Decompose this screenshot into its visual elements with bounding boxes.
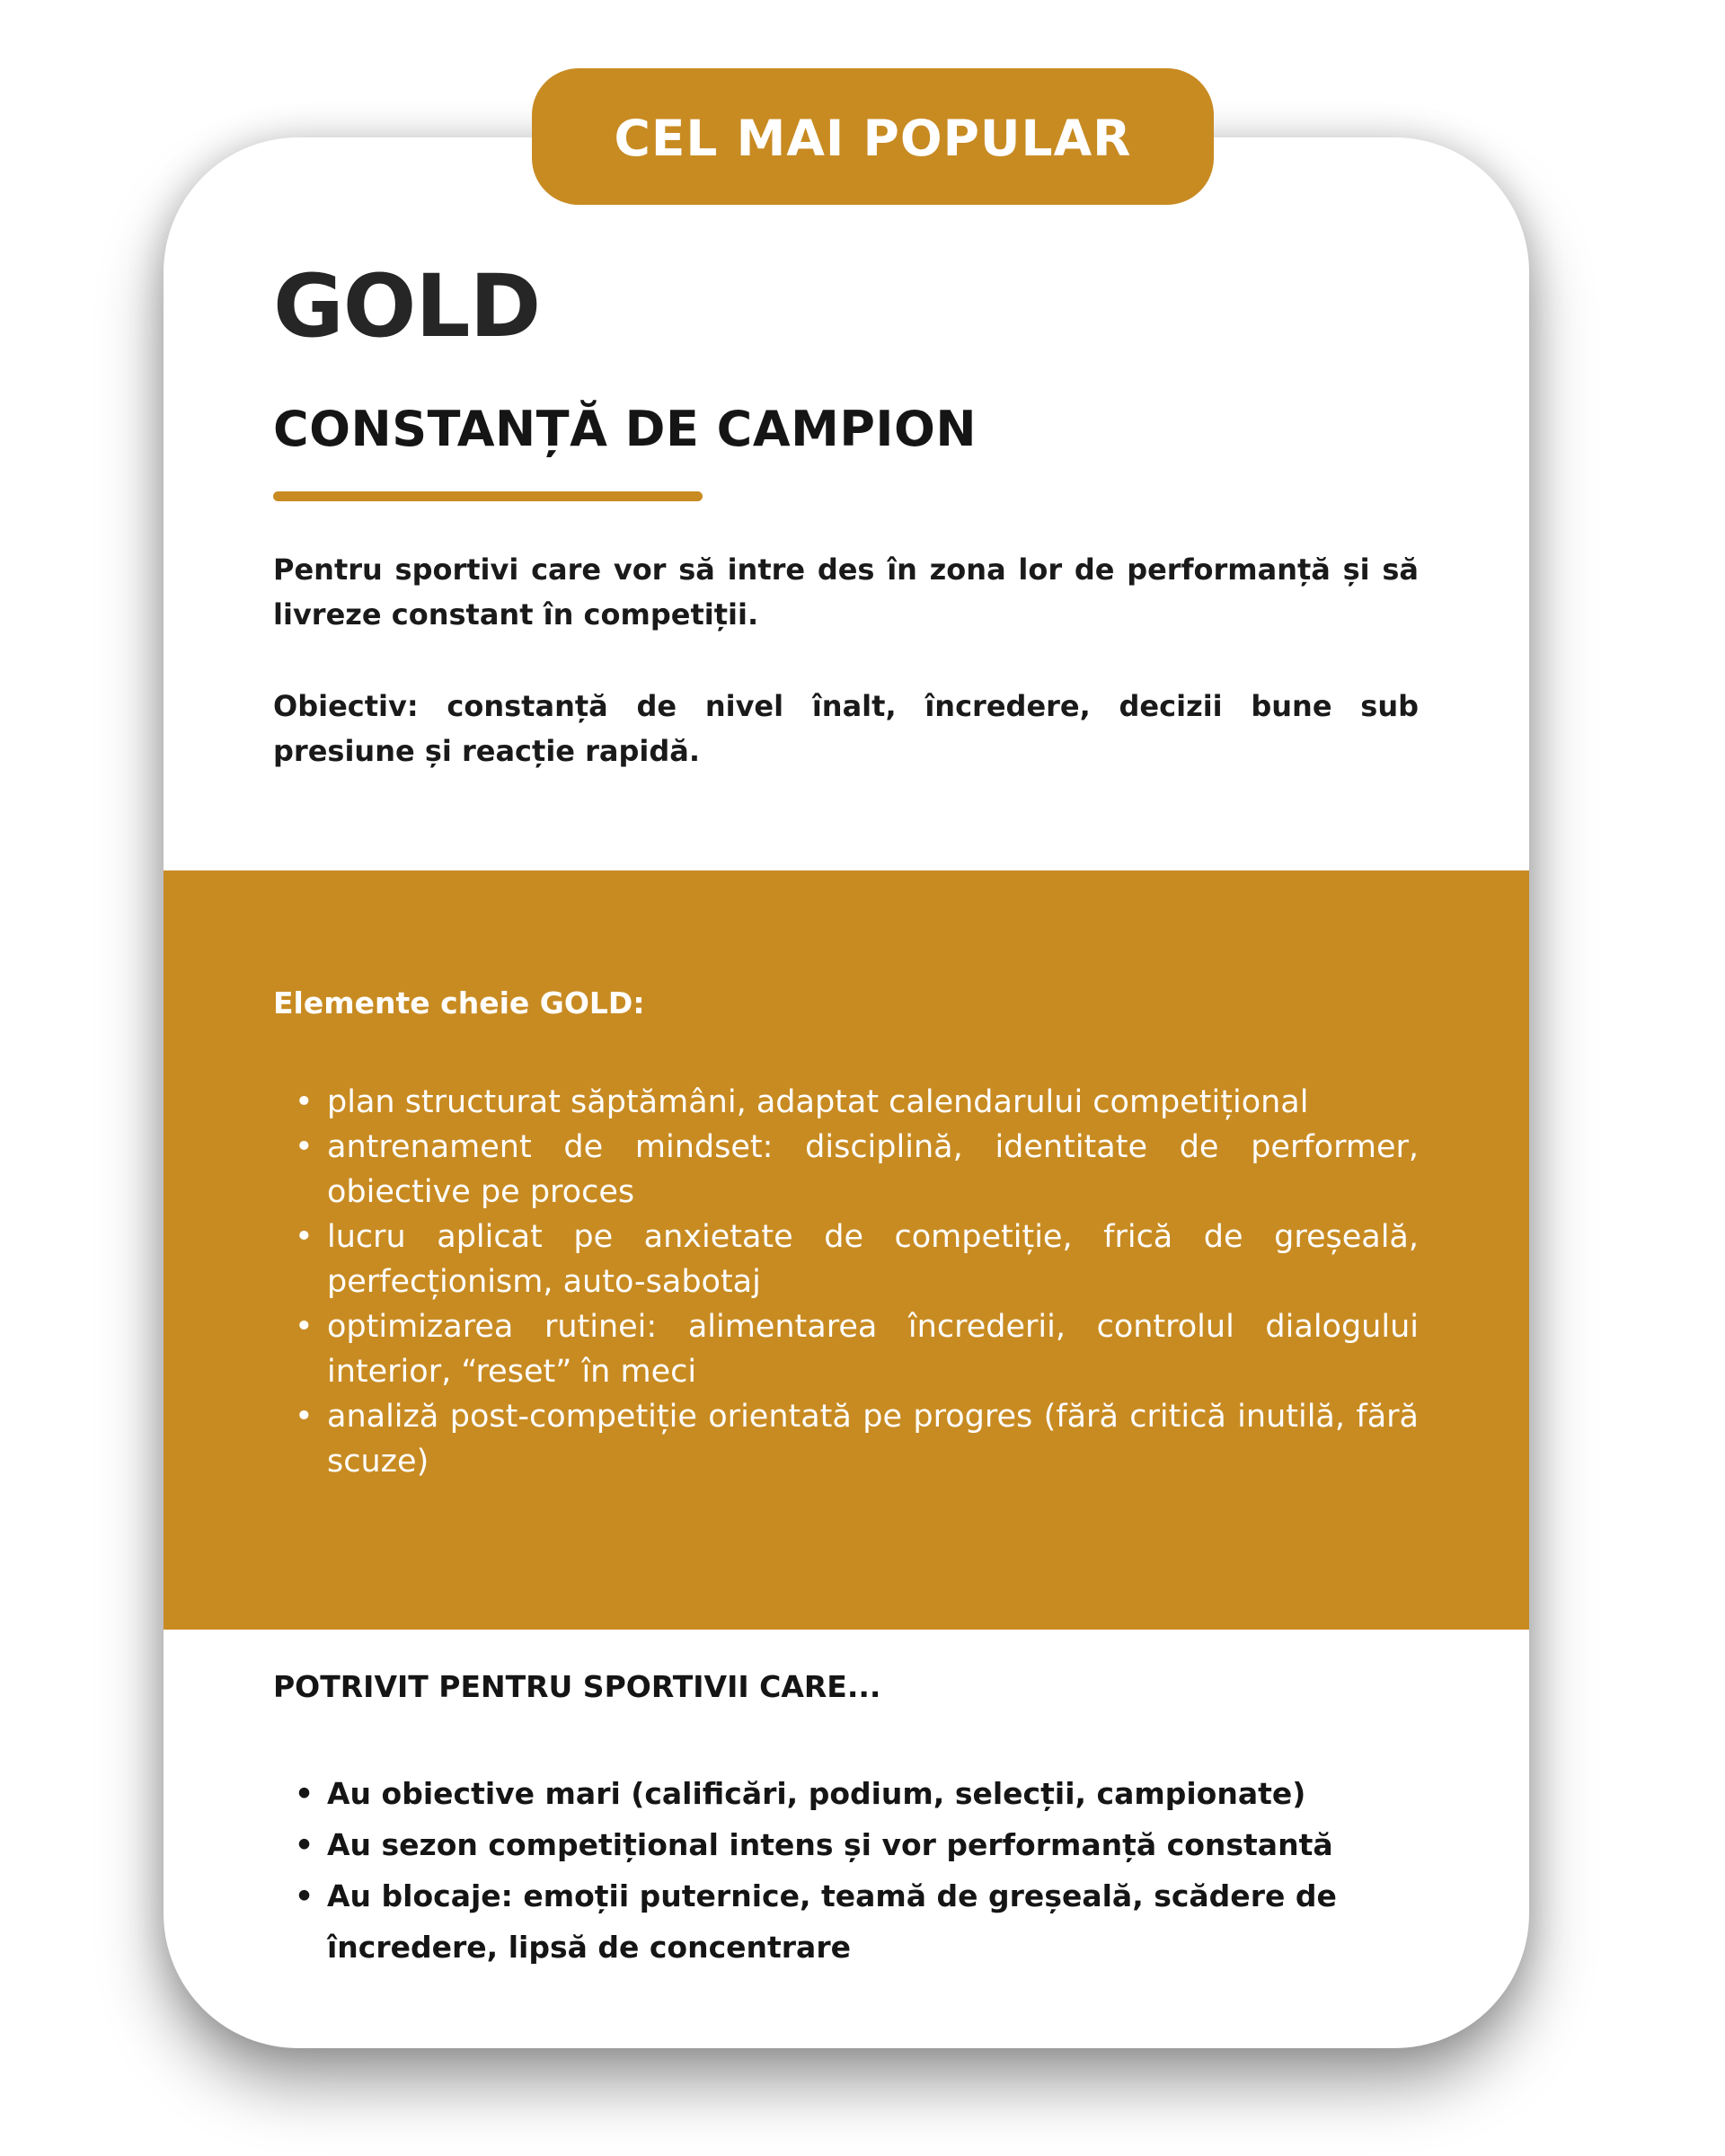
- most-popular-badge: CEL MAI POPULAR: [532, 68, 1214, 205]
- plan-card: [164, 137, 1529, 2048]
- plan-title: GOLD: [273, 256, 541, 357]
- plan-intro: Pentru sportivi care vor să intre des în zona lor de performanță și să livreze constant în competiții.: [273, 552, 1419, 632]
- suited-for-item: • Au sezon competițional intens și vor performanță constantă: [273, 1819, 1419, 1870]
- suited-for-item: • Au obiective mari (calificări, podium, selecții, campionate): [273, 1768, 1419, 1819]
- key-element-item: • analiză post-competiție orientată pe progres (fără critică inutilă, fără scuze): [273, 1394, 1419, 1484]
- key-element-item: • lucru aplicat pe anxietate de competiție, frică de greșeală, perfecționism, auto-sabotaj: [273, 1215, 1419, 1304]
- key-elements-list: [273, 1080, 1419, 1484]
- suited-for-list: [273, 1768, 1419, 1973]
- suited-for-heading: POTRIVIT PENTRU SPORTIVII CARE...: [273, 1669, 881, 1704]
- accent-divider: [273, 491, 703, 501]
- plan-objective: Obiectiv: constanță de nivel înalt, încredere, decizii bune sub presiune și reacție rapidă.: [273, 689, 1419, 768]
- key-element-item: • antrenament de mindset: disciplină, identitate de performer, obiective pe proces: [273, 1125, 1419, 1215]
- key-element-item: • optimizarea rutinei: alimentarea încrederii, controlul dialogului interior, “reset” în meci: [273, 1304, 1419, 1394]
- plan-subtitle: CONSTANȚĂ DE CAMPION: [273, 401, 978, 457]
- key-element-item: • plan structurat săptămâni, adaptat calendarului competițional: [273, 1080, 1419, 1125]
- key-elements-heading: Elemente cheie GOLD:: [273, 985, 645, 1021]
- suited-for-item: • Au blocaje: emoții puternice, teamă de greșeală, scădere de încredere, lipsă de concentrare: [273, 1870, 1419, 1973]
